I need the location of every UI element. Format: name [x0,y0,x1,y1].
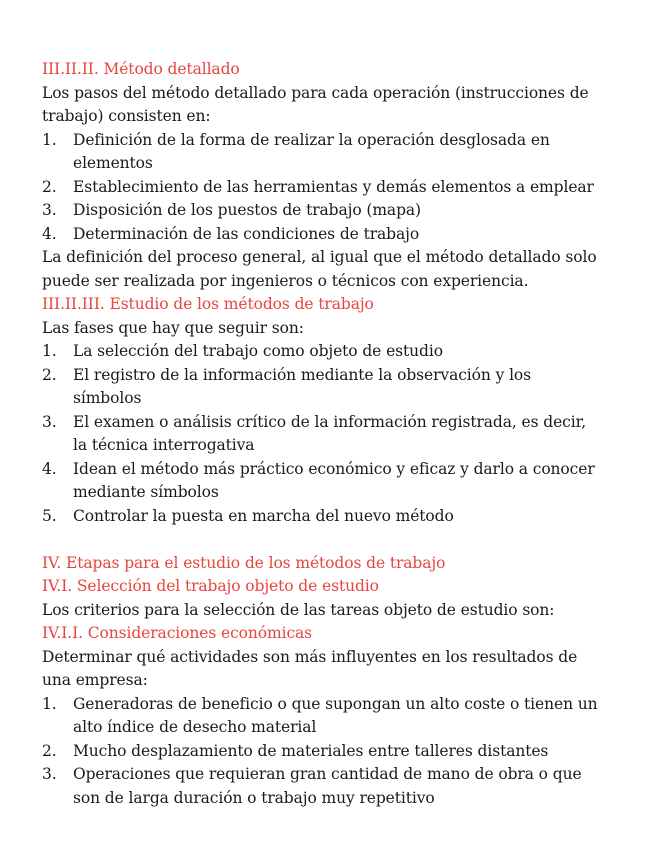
subsection-heading-seleccion: IV.I. Selección del trabajo objeto de estudio [42,577,379,595]
blank-line [42,528,622,552]
list-item [42,763,622,787]
list-text: Mucho desplazamiento de materiales entre talleres distantes [73,741,549,760]
list-number: 3. [42,201,57,219]
section-heading-estudio-metodos: III.II.III. Estudio de los métodos de trabajo [42,295,374,313]
paragraph-line: La definición del proceso general, al igual que el método detallado solo [42,248,597,266]
list-item [42,340,622,364]
list-item [42,505,622,529]
list-text: Determinación de las condiciones de trabajo [73,224,420,243]
list-number: 2. [42,365,57,384]
section-heading-etapas: IV. Etapas para el estudio de los métodos de trabajo [42,553,446,572]
section-heading-metodo-detallado: III.II.II. Método detallado [42,60,240,78]
list-number: 2. [42,741,57,760]
list-number: 1. [42,342,57,360]
list-text-continuation: mediante símbolos [73,483,219,501]
list-text: Generadoras de beneficio o que supongan un alto coste o tienen un [73,694,598,713]
list-number: 5. [42,506,57,525]
paragraph-line: Determinar qué actividades son más influyentes en los resultados de [42,647,578,666]
paragraph-line: Los pasos del método detallado para cada operación (instrucciones de [42,83,589,102]
list-text: Operaciones que requieran gran cantidad de mano de obra o que [73,765,582,783]
list-text: Idean el método más práctico económico y eficaz y darlo a conocer [73,459,595,478]
list-number: 2. [42,177,57,196]
list-text: El registro de la información mediante la observación y los [73,365,532,384]
list-text-continuation: son de larga duración o trabajo muy repetitivo [73,788,435,807]
list-item [42,223,622,247]
list-item [42,176,622,200]
list-item [42,740,622,764]
paragraph-line: trabajo) consisten en: [42,107,211,125]
numbered-list-criterios [42,693,622,811]
list-text: Establecimiento de las herramientas y demás elementos a emplear [73,177,594,196]
list-number: 4. [42,224,57,243]
list-text: El examen o análisis crítico de la información registrada, es decir, [73,412,587,431]
list-item [42,411,622,435]
list-item [42,364,622,388]
document-page [42,58,622,810]
list-item [42,129,622,153]
paragraph-line: una empresa: [42,671,148,689]
list-text: Disposición de los puestos de trabajo (mapa) [73,201,421,219]
list-number: 1. [42,130,57,149]
list-number: 1. [42,694,57,713]
numbered-list-fases [42,340,622,528]
list-number: 3. [42,412,57,431]
list-text: Definición de la forma de realizar la operación desglosada en [73,130,550,149]
paragraph-line: Los criterios para la selección de las tareas objeto de estudio son: [42,600,555,619]
list-item [42,458,622,482]
list-text-continuation: elementos [73,154,153,172]
list-number: 3. [42,765,57,783]
paragraph-line: Las fases que hay que seguir son: [42,318,304,337]
list-number: 4. [42,459,57,478]
list-text: La selección del trabajo como objeto de estudio [73,342,443,360]
list-text-continuation: la técnica interrogativa [73,436,255,454]
list-text-continuation: alto índice de desecho material [73,718,317,736]
numbered-list-metodo [42,129,622,247]
subsubsection-heading-consideraciones: IV.I.I. Consideraciones económicas [42,624,313,642]
list-text-continuation: símbolos [73,389,142,407]
list-text: Controlar la puesta en marcha del nuevo método [73,506,454,525]
list-item [42,693,622,717]
list-item [42,199,622,223]
paragraph-line: puede ser realizada por ingenieros o técnicos con experiencia. [42,271,529,290]
